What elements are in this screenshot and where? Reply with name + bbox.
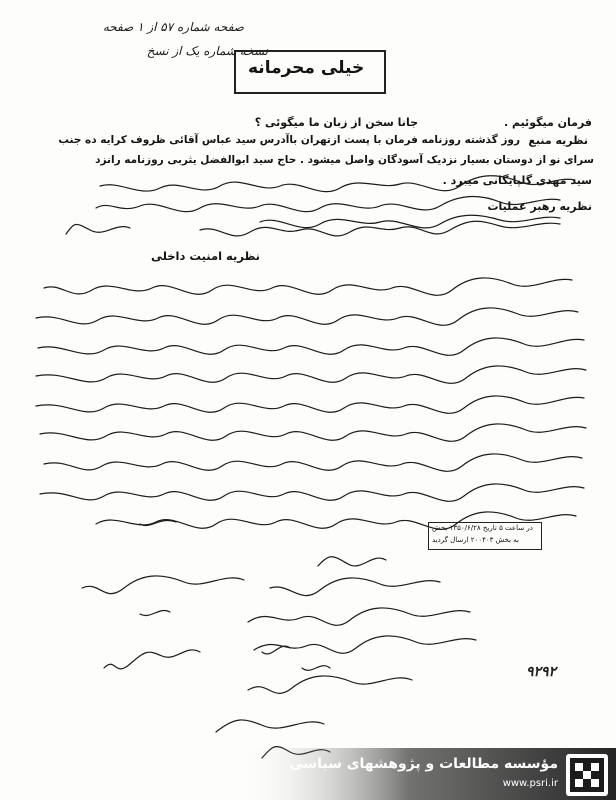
copy-number-line: نسخه شماره یک از نسخ xyxy=(146,44,268,58)
page-number-line: صفحه شماره ۵۷ از ۱ صفحه xyxy=(102,20,244,34)
watermark-band xyxy=(0,748,616,800)
source-label: نظریه منبع xyxy=(528,134,588,147)
printed-line-label: فرمان میگوئیم . xyxy=(503,116,592,129)
source-text: روز گذشته روزنامه فرمان با پست ازتهران باآدرس سید عباس آقائی ظروف کرایه ده جنب xyxy=(58,134,520,146)
ops-label: نظریه رهبر عملیات xyxy=(487,200,592,213)
printed-line-3: سرای نو از دوستان بسیار نزدیک آسودگان واصل میشود . حاج سید ابوالفضل یثربی روزنامه رانزد xyxy=(95,154,594,166)
printed-line-title: جانا سخن از زبان ما میگوئی ؟ xyxy=(254,116,418,129)
psri-logo-icon xyxy=(566,754,608,796)
receipt-stamp-line-1: در ساعت ۵ تاریخ ۱۳۵۰/۶/۲۸ بخش xyxy=(432,524,533,532)
security-label: نظریه امنیت داخلی xyxy=(150,249,260,263)
watermark-org-name: مؤسسه مطالعات و پژوهشهای سیاسی xyxy=(289,756,558,772)
receipt-stamp-line-2: به بخش ۲۰۰۴۰۳ ارسال گردید xyxy=(432,536,519,544)
printed-line-4: سید مهدی گلپایگانی میبرد . xyxy=(442,174,592,187)
reference-number: ۹۲۹۲ xyxy=(526,664,557,680)
watermark-url: www.psri.ir xyxy=(502,778,558,789)
classification-label: خیلی محرمانه xyxy=(248,58,365,78)
